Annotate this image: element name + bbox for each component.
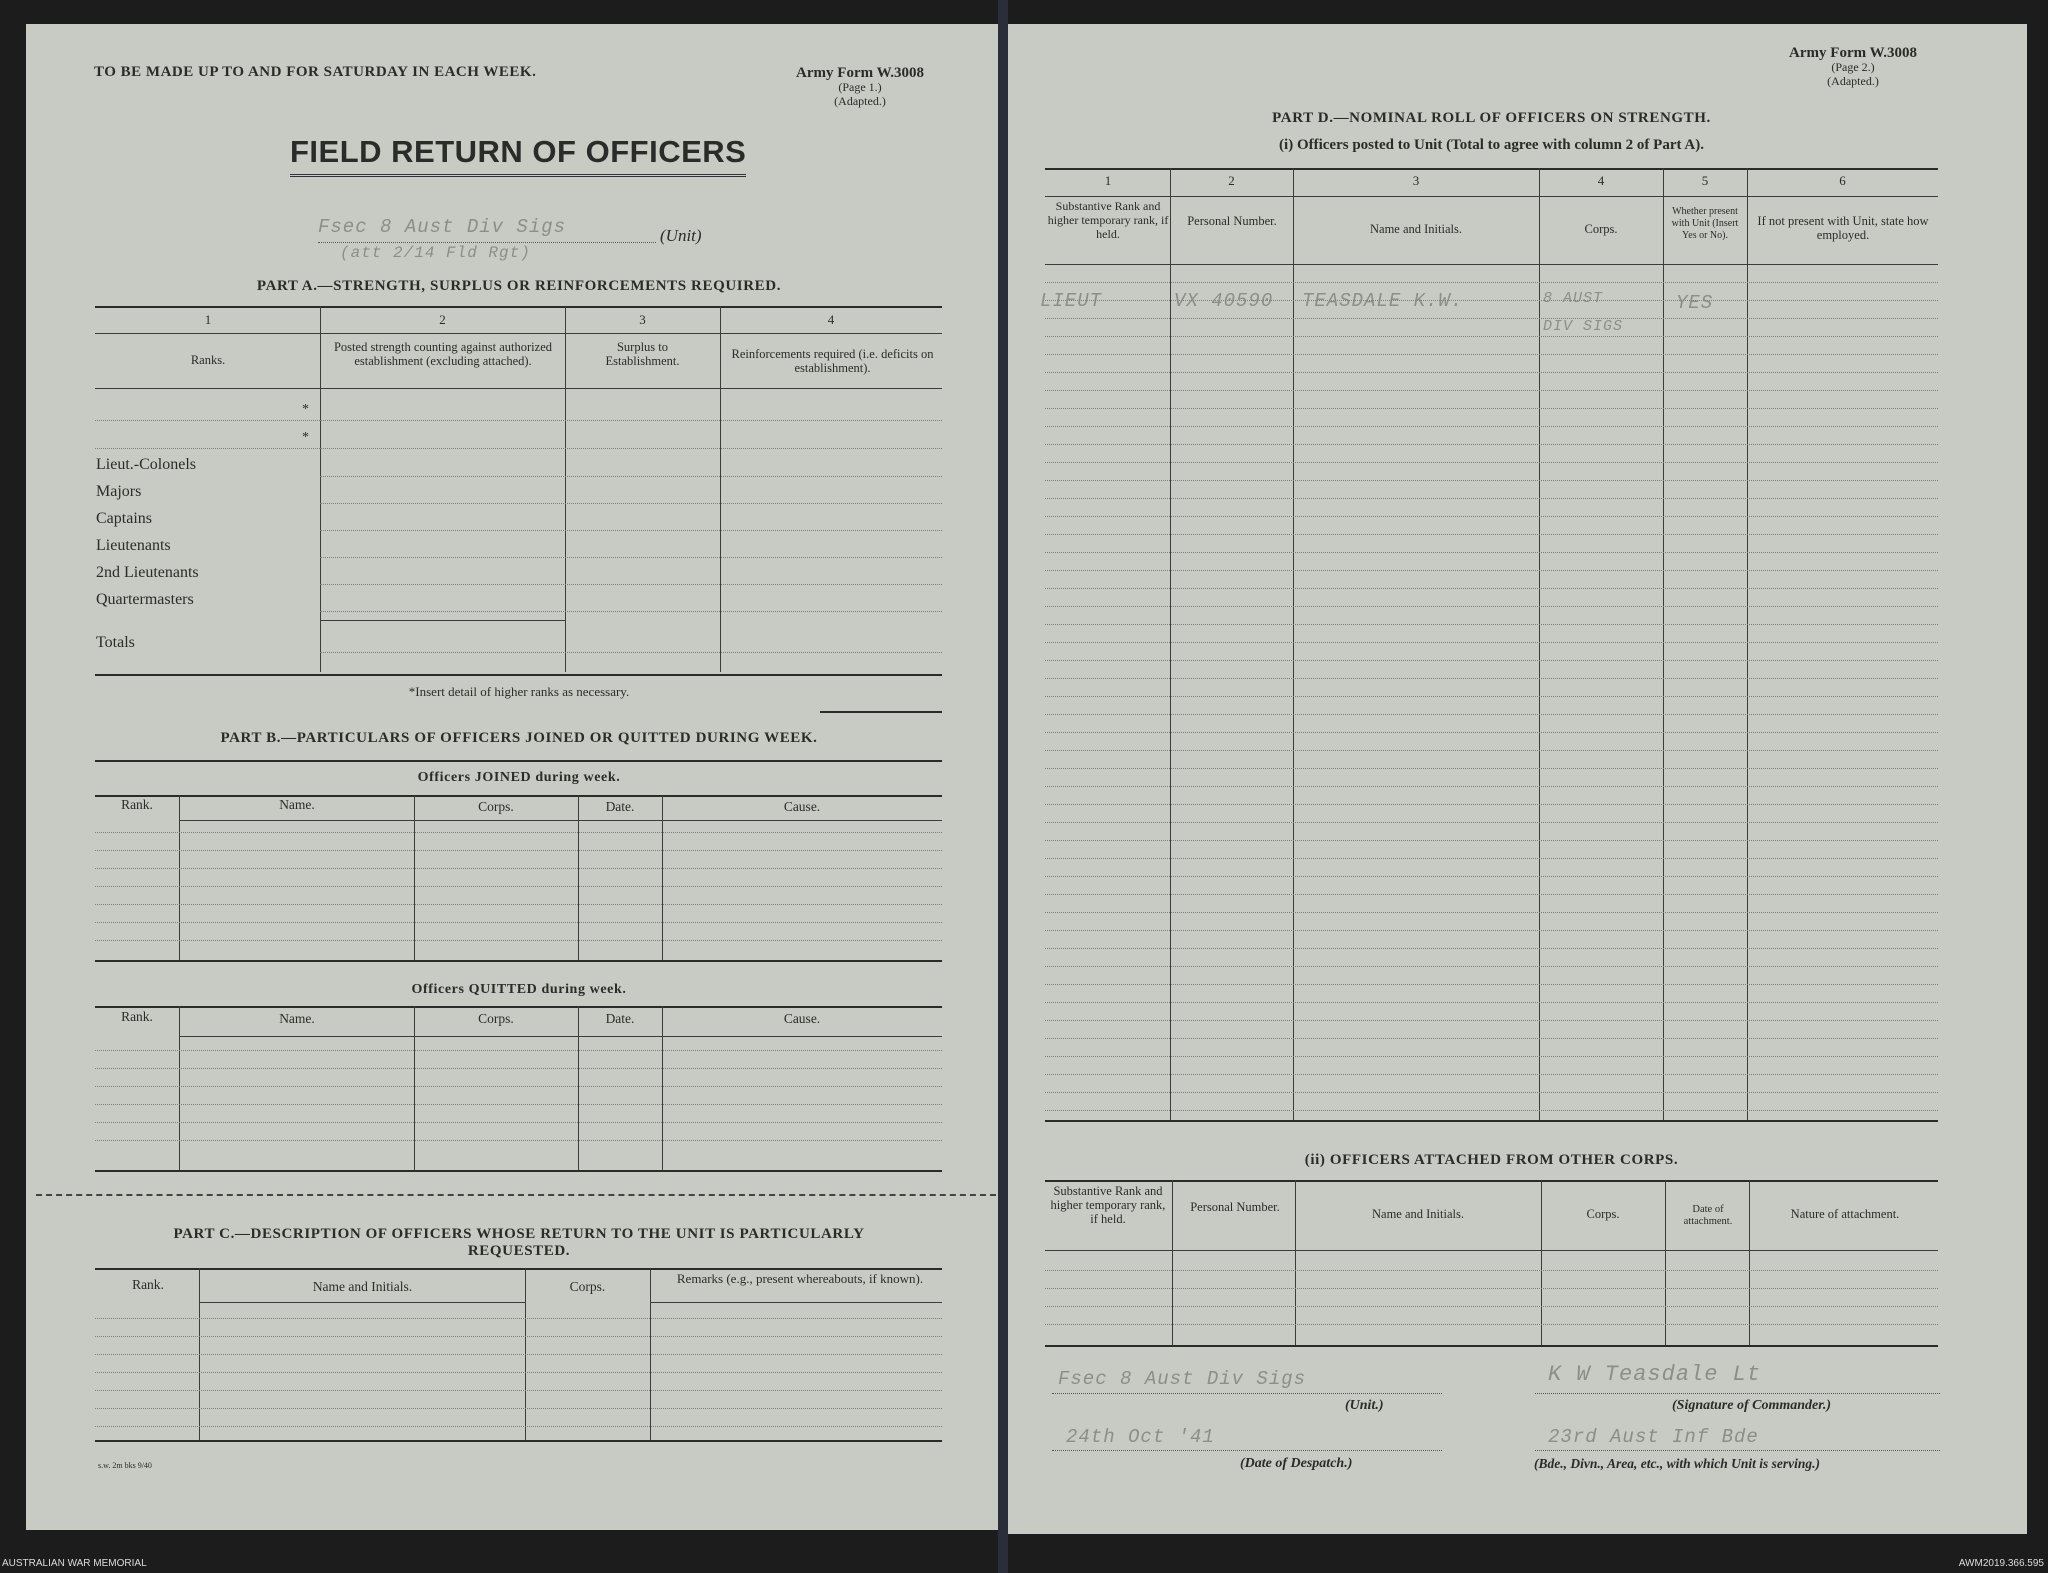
col-header-rank: Substantive Rank and higher temporary rank, if held. [1050,1184,1166,1226]
roll-ruled-line [1045,1020,1938,1021]
col-header-rank: Rank. [132,1277,164,1292]
signature-caption: (Signature of Commander.) [1672,1398,1832,1413]
unit-line [318,242,656,243]
part-a-footnote: *Insert detail of higher ranks as necessary. [408,684,630,699]
archive-credit: AUSTRALIAN WAR MEMORIAL [2,1558,147,1569]
brigade-handwritten: 23rd Aust Inf Bde [1548,1426,1759,1448]
col-number: 3 [1412,173,1420,188]
entry-corps-2: DIV SIGS [1543,318,1624,335]
col-header-name-initials: Name and Initials. [1370,222,1462,236]
col-header-rank: Substantive Rank and higher temporary rank, if held. [1047,199,1169,241]
form-page-2 [1003,24,2027,1534]
col-header-cause: Cause. [783,799,821,814]
roll-ruled-line [1045,984,1938,985]
col-header-personal-number: Personal Number. [1190,1200,1280,1214]
col-header-personal-number: Personal Number. [1187,214,1277,228]
roll-ruled-line [1045,552,1938,553]
entry-corps: 8 AUST [1543,290,1604,307]
rank-label: Lieutenants [96,537,171,554]
roll-ruled-line [1045,750,1938,751]
col-header-employed: If not present with Unit, state how employed. [1757,214,1929,242]
rank-label: Majors [96,483,142,500]
roll-ruled-line [1045,480,1938,481]
roll-ruled-line [1045,912,1938,913]
col-number: 3 [639,312,646,327]
col-header-cause: Cause. [783,1011,821,1026]
col-header-surplus: Surplus to Establishment. [605,340,680,368]
unit-handwritten-att: (att 2/14 Fld Rgt) [340,244,531,262]
roll-ruled-line [1045,300,1938,301]
part-c-title-line2: REQUESTED. [467,1243,571,1259]
roll-ruled-line [1045,516,1938,517]
rank-label: Lieut.-Colonels [96,456,196,473]
col-header-rank: Rank. [121,797,153,812]
col-header-name: Name. [279,797,315,812]
form-adapted: (Adapted.) [1827,74,1879,88]
roll-ruled-line [1045,462,1938,463]
col-header-present: Whether present with Unit (Insert Yes or No). [1671,206,1739,241]
roll-ruled-line [1045,876,1938,877]
despatch-date-handwritten: 24th Oct '41 [1066,1426,1215,1448]
roll-ruled-line [1045,1110,1938,1111]
form-page: (Page 2.) [1831,60,1875,74]
roll-ruled-line [1045,318,1938,319]
col-number: 4 [1597,173,1605,188]
roll-ruled-line [1045,390,1938,391]
col-header-corps: Corps. [478,1011,514,1026]
form-number: Army Form W.3008 [1789,45,1917,61]
entry-personal-number: VX 40590 [1174,290,1274,312]
roll-ruled-line [1045,696,1938,697]
signoff-unit-handwritten: Fsec 8 Aust Div Sigs [1058,1368,1307,1390]
part-c-title [96,1226,942,1260]
col-header-date: Date. [605,799,635,814]
roll-ruled-line [1045,426,1938,427]
roll-ruled-line [1045,642,1938,643]
col-number: 1 [204,312,212,327]
form-page: (Page 1.) [838,80,882,94]
col-header-posted-strength: Posted strength counting against authorized establishment (excluding attached). [333,340,552,368]
rank-label: Quartermasters [96,591,194,608]
joined-subtitle: Officers JOINED during week. [417,770,621,785]
page-title: FIELD RETURN OF OFFICERS [290,134,746,177]
roll-ruled-line [1045,624,1938,625]
print-code: s.w. 2m bks 9/40 [98,1461,152,1470]
roll-ruled-line [1045,282,1938,283]
col-header-name-initials: Name and Initials. [1372,1207,1464,1221]
col-header-corps: Corps. [1586,1207,1620,1221]
entry-present: YES [1676,292,1714,314]
roll-ruled-line [1045,354,1938,355]
roll-ruled-line [1045,822,1938,823]
roll-ruled-line [1045,660,1938,661]
col-number: 5 [1701,173,1709,188]
roll-ruled-line [1045,786,1938,787]
unit-handwritten: Fsec 8 Aust Div Sigs [318,216,567,238]
col-header-reinforcements: Reinforcements required (i.e. deficits on establishment). [731,347,934,375]
rank-label: Captains [96,510,152,527]
asterisk-marker: * [302,402,309,417]
part-d-subtitle: (i) Officers posted to Unit (Total to agree with column 2 of Part A). [1279,137,1704,153]
part-c-title-line1: PART C.—DESCRIPTION OF OFFICERS WHOSE RETURN TO THE UNIT IS PARTICULARLY [173,1226,865,1242]
roll-ruled-line [1045,1002,1938,1003]
roll-ruled-line [1045,606,1938,607]
unit-caption: (Unit.) [1345,1398,1384,1413]
col-header-remarks: Remarks (e.g., present whereabouts, if known). [676,1271,924,1286]
entry-name: TEASDALE K.W. [1302,290,1464,312]
commander-signature: K W Teasdale Lt [1548,1362,1762,1387]
col-number: 1 [1104,173,1112,188]
col-header-rank: Rank. [121,1009,153,1024]
roll-ruled-line [1045,678,1938,679]
quitted-subtitle: Officers QUITTED during week. [411,982,627,997]
col-header-name: Name. [279,1011,315,1026]
binding-spine [998,0,1008,1573]
col-number: 2 [439,312,446,327]
roll-ruled-line [1045,570,1938,571]
roll-ruled-line [1045,588,1938,589]
part-b-title: PART B.—PARTICULARS OF OFFICERS JOINED OR QUITTED DURING WEEK. [220,730,818,746]
roll-ruled-line [1045,732,1938,733]
roll-ruled-line [1045,1092,1938,1093]
col-header-corps: Corps. [478,799,514,814]
roll-ruled-line [1045,1074,1938,1075]
roll-ruled-line [1045,714,1938,715]
col-header-attachment-date: Date of attachment. [1683,1204,1733,1227]
form-number-block [1768,46,1938,88]
asterisk-marker: * [302,430,309,445]
col-header-corps: Corps. [569,1279,606,1294]
cut-line [36,1194,996,1196]
roll-ruled-line [1045,948,1938,949]
despatch-date-caption: (Date of Despatch.) [1240,1456,1353,1471]
col-number: 2 [1228,173,1235,188]
roll-ruled-line [1045,966,1938,967]
brigade-caption: (Bde., Divn., Area, etc., with which Unit is serving.) [1534,1456,1821,1471]
roll-ruled-line [1045,1056,1938,1057]
roll-ruled-line [1045,534,1938,535]
roll-ruled-line [1045,768,1938,769]
weekly-instruction: TO BE MADE UP TO AND FOR SATURDAY IN EACH WEEK. [94,64,537,80]
roll-ruled-line [1045,336,1938,337]
col-header-ranks: Ranks. [190,353,226,367]
part-d-title: PART D.—NOMINAL ROLL OF OFFICERS ON STRENGTH. [1272,110,1711,126]
rank-label: 2nd Lieutenants [96,564,199,581]
roll-ruled-line [1045,858,1938,859]
roll-ruled-line [1045,444,1938,445]
col-header-name-initials: Name and Initials. [312,1279,413,1294]
col-header-attachment-nature: Nature of attachment. [1790,1207,1900,1221]
roll-ruled-line [1045,372,1938,373]
archive-reference: AWM2019.366.595 [1958,1558,2044,1569]
part-d2-title: (ii) OFFICERS ATTACHED FROM OTHER CORPS. [1304,1152,1679,1168]
roll-ruled-line [1045,498,1938,499]
roll-ruled-line [1045,408,1938,409]
col-header-corps: Corps. [1584,222,1618,236]
roll-ruled-line [1045,804,1938,805]
col-number: 6 [1839,173,1846,188]
roll-ruled-line [1045,840,1938,841]
form-number-block [780,66,940,108]
roll-ruled-line [1045,894,1938,895]
part-a-title: PART A.—STRENGTH, SURPLUS OR REINFORCEMENTS REQUIRED. [256,278,782,294]
col-header-date: Date. [605,1011,635,1026]
roll-ruled-line [1045,1038,1938,1039]
form-adapted: (Adapted.) [834,94,886,108]
totals-label: Totals [96,634,135,651]
form-number: Army Form W.3008 [796,65,924,81]
entry-rank: LIEUT [1040,290,1103,312]
col-number: 4 [827,312,835,327]
roll-ruled-line [1045,930,1938,931]
unit-label: (Unit) [660,226,702,245]
